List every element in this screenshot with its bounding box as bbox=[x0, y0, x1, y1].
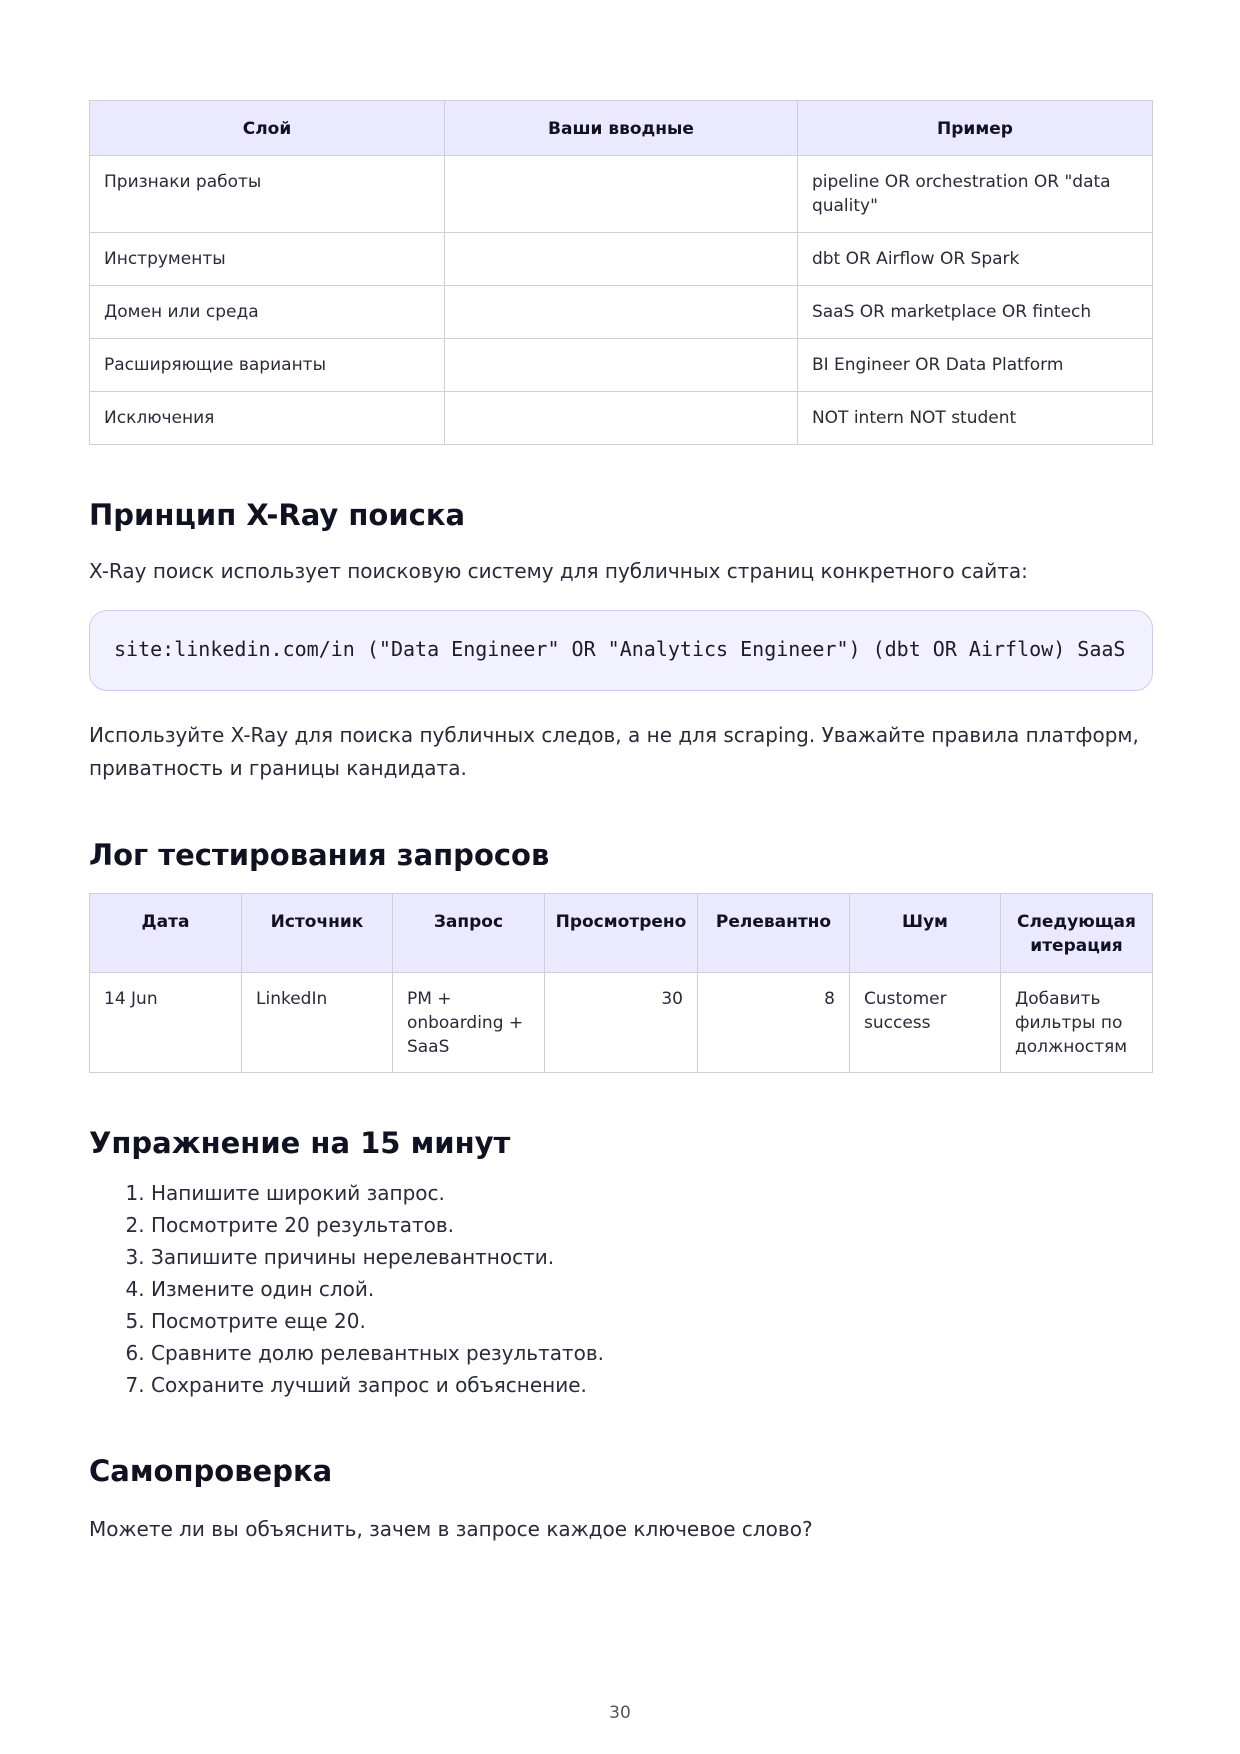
log-heading: Лог тестирования запросов bbox=[89, 838, 550, 872]
page-number: 30 bbox=[609, 1703, 631, 1723]
column-header-relevant: Релевантно bbox=[698, 894, 850, 973]
log-table-header bbox=[90, 894, 1153, 973]
column-header-query: Запрос bbox=[392, 894, 544, 973]
table-row bbox=[90, 286, 1153, 339]
next-iteration-cell: Добавить фильтры по должностям bbox=[1000, 973, 1152, 1073]
input-cell[interactable] bbox=[445, 286, 798, 339]
table-row bbox=[90, 339, 1153, 392]
layer-cell: Инструменты bbox=[90, 233, 445, 286]
table-row bbox=[90, 973, 1153, 1073]
list-item: 1. Напишите широкий запрос. bbox=[151, 1177, 1153, 1209]
self-check-question: Можете ли вы объяснить, зачем в запросе каждое ключевое слово? bbox=[89, 1517, 813, 1541]
layers-table bbox=[89, 100, 1153, 445]
table-row bbox=[90, 156, 1153, 233]
page-content bbox=[89, 100, 1153, 1546]
relevant-cell: 8 bbox=[698, 973, 850, 1073]
layer-cell: Исключения bbox=[90, 392, 445, 445]
column-header-date: Дата bbox=[90, 894, 242, 973]
input-cell[interactable] bbox=[445, 233, 798, 286]
xray-code-block: site:linkedin.com/in ("Data Engineer" OR "Analytics Engineer") (dbt OR Airflow) SaaS bbox=[89, 610, 1153, 691]
input-cell[interactable] bbox=[445, 339, 798, 392]
list-item: 4. Измените один слой. bbox=[151, 1273, 1153, 1305]
source-cell: LinkedIn bbox=[242, 973, 393, 1073]
viewed-cell: 30 bbox=[544, 973, 697, 1073]
example-cell: NOT intern NOT student bbox=[797, 392, 1152, 445]
list-item: 3. Запишите причины нерелевантности. bbox=[151, 1241, 1153, 1273]
column-header-layer: Слой bbox=[90, 101, 445, 156]
column-header-source: Источник bbox=[242, 894, 393, 973]
list-item: 7. Сохраните лучший запрос и объяснение. bbox=[151, 1369, 1153, 1401]
self-check-heading: Самопроверка bbox=[89, 1454, 333, 1488]
list-item: 5. Посмотрите еще 20. bbox=[151, 1305, 1153, 1337]
example-cell: BI Engineer OR Data Platform bbox=[797, 339, 1152, 392]
xray-note: Используйте X-Ray для поиска публичных следов, а не для scraping. Уважайте правила платформ, приватность и границы кандидата. bbox=[89, 723, 1139, 780]
column-header-example: Пример bbox=[797, 101, 1152, 156]
query-cell: PM + onboarding + SaaS bbox=[392, 973, 544, 1073]
list-item: 6. Сравните долю релевантных результатов. bbox=[151, 1337, 1153, 1369]
table-row bbox=[90, 233, 1153, 286]
exercise-steps bbox=[89, 1177, 1153, 1401]
example-cell: SaaS OR marketplace OR fintech bbox=[797, 286, 1152, 339]
input-cell[interactable] bbox=[445, 392, 798, 445]
column-header-viewed: Просмотрено bbox=[544, 894, 697, 973]
example-cell: pipeline OR orchestration OR "data quality" bbox=[797, 156, 1152, 233]
date-cell: 14 Jun bbox=[90, 973, 242, 1073]
list-item: 2. Посмотрите 20 результатов. bbox=[151, 1209, 1153, 1241]
example-cell: dbt OR Airflow OR Spark bbox=[797, 233, 1152, 286]
layer-cell: Расширяющие варианты bbox=[90, 339, 445, 392]
layer-cell: Признаки работы bbox=[90, 156, 445, 233]
xray-heading: Принцип X-Ray поиска bbox=[89, 498, 466, 532]
xray-intro: X-Ray поиск использует поисковую систему для публичных страниц конкретного сайта: bbox=[89, 559, 1028, 583]
input-cell[interactable] bbox=[445, 156, 798, 233]
column-header-input: Ваши вводные bbox=[445, 101, 798, 156]
table-row bbox=[90, 392, 1153, 445]
layers-table-header bbox=[90, 101, 1153, 156]
layer-cell: Домен или среда bbox=[90, 286, 445, 339]
query-log-table bbox=[89, 893, 1153, 1073]
column-header-noise: Шум bbox=[850, 894, 1001, 973]
exercise-heading: Упражнение на 15 минут bbox=[89, 1126, 511, 1160]
column-header-next: Следующая итерация bbox=[1000, 894, 1152, 973]
noise-cell: Customer success bbox=[850, 973, 1001, 1073]
